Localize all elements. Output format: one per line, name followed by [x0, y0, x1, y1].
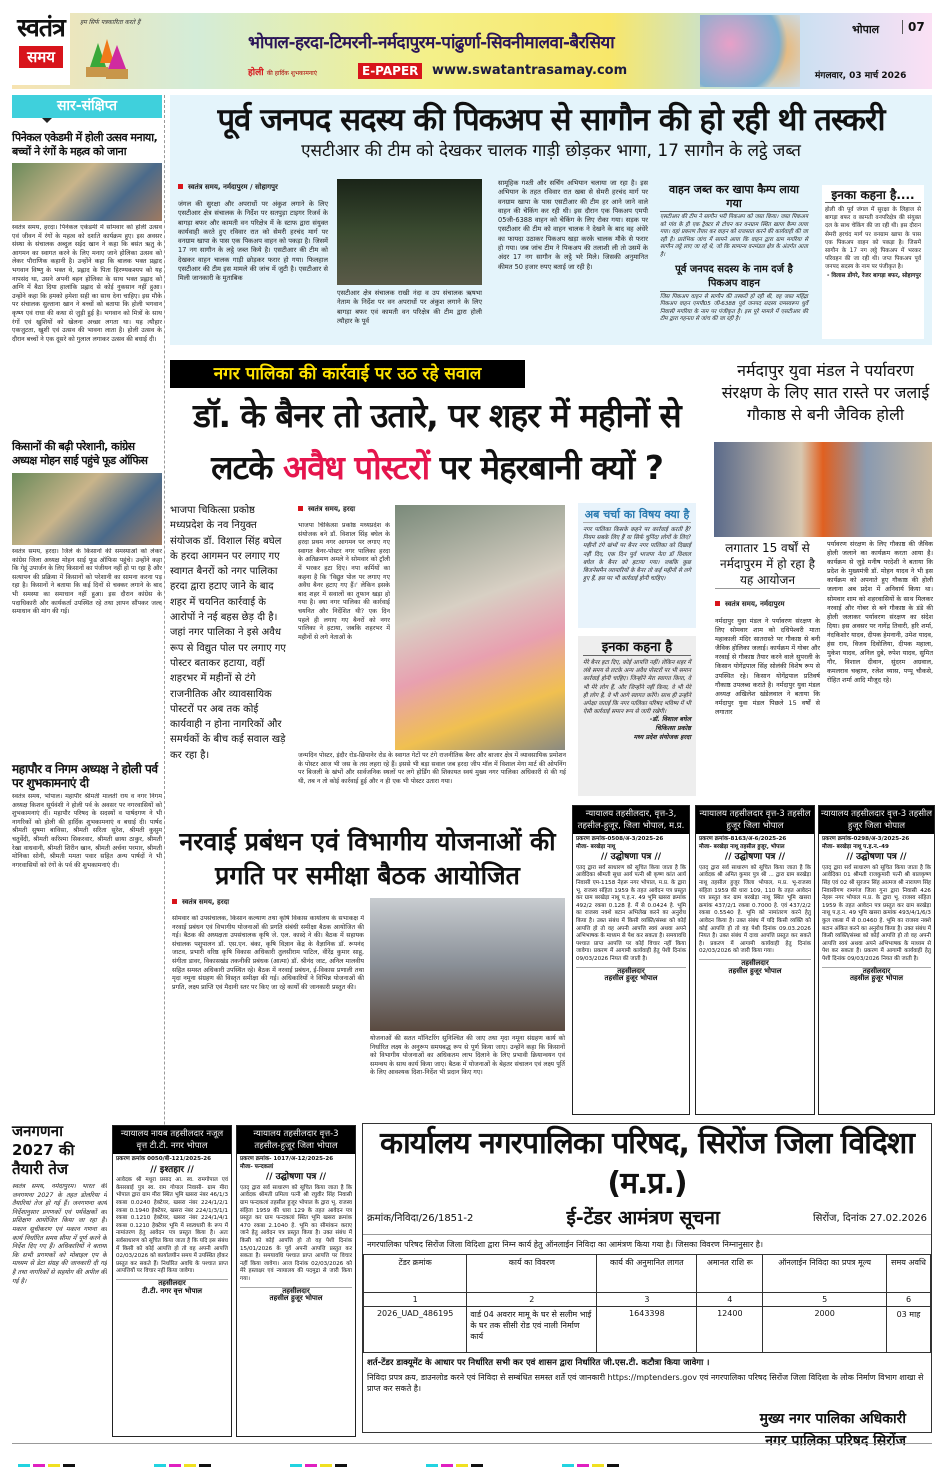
- meeting-photo: [370, 898, 565, 1031]
- census-story: [12, 1122, 107, 1453]
- color-mark: [63, 1464, 75, 1467]
- legal-notice: न्यायालय तहसीलदार वृत्त-3 तहसील हुजूर जिला भोपाल प्रकरण क्रमांक-8163/अ-6/2025-26 मौजा- बरखेड़ा नाथू तहसील हुजूर, भोपाल // उद्घोषणा पत्र // एतद् द्वारा सर्व साधारण को सूचित किया जाता है कि आवेदक श्री अमित कुमार पुत्र श्री ... द्वारा ग्राम बरखेड़ा नाथू तहसील हुजूर जिला भोपाल, म.प्र. भू-राजस्व संहिता 1959 की धारा 109, 110 के तहत आवेदन पत्र प्रस्तुत कर ग्राम बरखेड़ा नाथू स्थित भूमि खसरा क्रमांक 437/2/1 रकबा 0.7000 हे. एवं 437/2/2 रकबा 0.5540 हे. भूमि को नामांतरण करने हेतु आवेदन किया है। उक्त संबंध में यदि किसी व्यक्ति को कोई आपत्ति हो तो वह पेशी दिनांक 09.03.2026 नियत है। उक्त संबंध में दावा आपत्ति प्रस्तुत कर सकते है। प्रकरण में आगामी कार्यवाही हेतु दिनांक 02/03/2026 को जारी किया गया। तहसीलदार तहसील हुजूर भोपाल: [695, 805, 815, 1115]
- story-headline: पिनेकल एकेडमी में होली उत्सव मनाया, बच्चों ने रंगों के महत्व को जाना: [12, 131, 158, 158]
- color-mark: [320, 1464, 332, 1467]
- quote-box: [578, 636, 696, 796]
- print-registration-marks: [18, 1452, 938, 1457]
- tender-table: टेंडर क्रमांक कार्य का विवरण कार्य की अनुमानित लागत अमानत राशि रू ऑनलाईन निविदा का प्रपत्र मूल्य समय अवधि 1 2 3 4 5 6 2026_UAD_486195 वार्ड 04 अवरार मामू के घर से सलीम भाई के घर तक सीसी रोड एवं नाली निर्माण कार्य 1643398 12400 2000 03 माह: [363, 1254, 931, 1353]
- notice-title: न्यायालय नायब तहसीलदार नजूल वृत्त टी.टी. नगर भोपाल: [113, 1126, 231, 1154]
- story-headline: महापौर व निगम अध्यक्ष ने होली पर्व पर शुभकामनाएं दी: [12, 762, 158, 790]
- holi-bonfire-photo: [714, 442, 932, 537]
- table-header: कार्य का विवरण: [467, 1255, 597, 1293]
- tender-office: कार्यालय नगरपालिका परिषद, सिरोंज जिला विदिशा (म.प्र.): [379, 1126, 915, 1201]
- color-mark: [305, 1464, 317, 1467]
- top-story: [170, 95, 932, 345]
- box-body: नगर पालिका किसके कहने पर कार्रवाई करती है? नियम सबके लिए हैं या सिर्फ चुनिंदा लोगों के लिए? महीनों टंगे खंभों पर बैनर नगर पालिका को दिखाई नहीं दिए, एक दिन पूर्व भाजपा नेता डॉ विशाल बघेल के बैनर को हटाया गया। जबकि कुछ बिजनेसमैन व्यापारियों के बैनर तो कई महीनों से लगे हुए हैं, इस पर भी कार्रवाई होनी चाहिए।: [583, 527, 691, 583]
- top-subheadline: एसटीआर की टीम को देखकर चालक गाड़ी छोड़कर भागा, 17 सागौन के लट्ठे जब्त: [301, 141, 801, 161]
- byline: स्वतंत्र समय, नर्मदापुरम / सोहागपुर: [178, 183, 328, 192]
- holi-wish: होली की हार्दिक शुभकामनाएं: [248, 68, 318, 78]
- tender-info: निविदा प्रपत्र क्रय, डाउनलोड करने एवं निविदा से सम्बंधित समस्त शर्ते एवं जानकारी https://mptenders.gov एवं नगरपालिका परिषद सिरोंज जिला विदिशा के लोक निर्माण विभाग शाखा से प्राप्त कर सकते है।: [367, 1373, 924, 1393]
- story-body: स्वतंत्र समय, भोपाल। महापौर श्रीमती मालती राय व नगर निगम अध्यक्ष किशन सूर्यवंशी ने होली पर्व के अवसर पर नगरवासियों को शुभकामनाएं दीं। महापौर परिषद के सदस्यों व पार्षदगण ने भी नागरिकों को होली की हार्दिक शुभकामनाएं व बधाई दी। पार्षद श्रीमती सुषमा बाविसा, श्रीमती सरिता सुरेश, श्रीमती कुसुम चतुर्वेदी, श्रीमती करिश्मा सिकरवार, श्रीमती छाया ठाकुर, श्रीमती रेखा वाधवानी, श्रीमती शिरीन खान, श्रीमती अर्चना परमार, श्रीमती मोनिका सोनी, श्रीमती ममता पवार सहित अन्य पार्षदों ने भी नगरवासियों को रंगों के पर्व की शुभकामनाएं दी।: [12, 793, 162, 869]
- right-subheadline: लगातार 15 वर्षों से नर्मदापुरम में हो रहा है यह आयोजन: [715, 540, 820, 589]
- gulal-cones-icon: [80, 35, 130, 83]
- color-mark: [199, 1464, 211, 1467]
- color-mark: [456, 1464, 468, 1467]
- photo-caption: एसटीआर क्षेत्र संचालक राखी नंदा व उप संचालक ऋषभा नेताम के निर्देश पर वन अपराधों पर अंकुश लगाने के लिए बागड़ा बफर एवं कामती वन परिक्षेत्र की टीम द्वारा होली त्यौहार के पूर्व: [337, 289, 482, 325]
- story-body: सोमवार को उपसंचालक, किसान कल्याण तथा कृषि विकास कार्यालय के सभाकक्ष में नरवाई प्रबंधन एवं विभागीय योजनाओं की प्रगति संबंधी समीक्षा बैठक आयोजित की गई। बैठक की अध्यक्षता उपसंचालक कृषि जे. एल. कास्दे ने की। बैठक में सहायक संचालक पशुपालन डॉ. एस.एन. बंका, कृषि विज्ञान केंद्र के वैज्ञानिक डॉ. रूपनंद जाटव, प्रभारी वरिष्ठ कृषि विकास अधिकारी तुलसीराम पाटिल, वीरेंद्र कुमार साहू, संगीता डावर, विकासखंड तकनीकी प्रबंधक (आत्मा) डॉ. श्रीनंद जाट, अनिल मालवीय सहित समस्त अधिकारी उपस्थित रहे। बैठक में नरवाई प्रबंधन, ई-विकास प्रणाली तथा मृदा नमूना संग्रहण की विस्तृत समीक्षा की गई। अधिकारियों ने विभिन्न योजनाओं की प्रगति, लक्ष्य प्राप्ति एवं मैदानी स्तर पर किए जा रहे कार्यों की जानकारी प्रस्तुत की।: [172, 915, 364, 991]
- table-header: अमानत राशि रू: [697, 1255, 763, 1293]
- story-body: जंगल की सुरक्षा और अपराधों पर अंकुश लगाने के लिए एसटीआर क्षेत्र संचालक के निर्देश पर सतपुड़ा टाइगर रिजर्व के बागड़ा बफर और कामती वन परिक्षेत्र में के स्टाफ द्वारा संयुक्त कार्यवाही करते हुए रविवार रात को सेमरी हरचंद मार्ग पर वनग्राम खापा के पास एक पिकअप वाहन को पकड़ा है। जिसमें 17 नग सागौन के लट्ठे जब्त किये है। एसटीआर की टीम को देखकर वाहन चालक गाड़ी छोड़कर फरार हो गया। फिलहाल एसटीआर की टीम इस मामले की जांच में जुटी है। एसटीआर से मिली जानकारी के मुताबिक: [178, 200, 328, 283]
- quote-headline: इनका कहना है....: [825, 188, 921, 203]
- pointer-icon: [42, 118, 52, 123]
- page-bottom-rule: [12, 1443, 932, 1444]
- color-mark: [592, 1464, 604, 1467]
- discussion-box: [578, 503, 696, 628]
- color-mark: [471, 1464, 483, 1467]
- edition-cities: भोपाल-हरदा-टिमरनी-नर्मदापुरम-पांढुर्णा-सिवनीमालवा-बैरसिया: [248, 33, 615, 53]
- notice-title: न्यायालय तहसीलदार, वृत्त-3, तहसील-हुजूर, जिला भोपाल, म.प्र.: [573, 806, 689, 834]
- tender-date: सिरोंज, दिनांक 27.02.2026: [813, 1213, 927, 1224]
- table-header: समय अवधि: [887, 1255, 931, 1293]
- table-row: 2026_UAD_486195 वार्ड 04 अवरार मामू के घर से सलीम भाई के घर तक सीसी रोड एवं नाली निर्माण कार्य 1643398 12400 2000 03 माह: [364, 1307, 931, 1353]
- quote-body: होली की पूर्व जंगल में सुरक्षा के लिहाज से बागड़ा बफर व कामती वनपरिक्षेत्र की संयुक्त दल के साथ चेकिंग की जा रही थी। इस दौरान सेमरी हरचंद मार्ग पर वनग्राम खापा के पास एक पिकअप वाहन को पकड़ा है। जिसमें सागौन के 17 नग लट्ठे पिकअप में भरकर परिवहन की जा रही थी। जप्त पिकअप पूर्व जनपद सदस्य के नाम पर पंजीकृत है।: [825, 207, 921, 271]
- color-mark-group: [290, 1452, 390, 1471]
- story-body: नर्मदापुर युवा मंडल ने पर्यावरण संरक्षण के लिए सोमवार शाम को दधिपेश्वरी माता महाकाली मंदिर सातरास्ते पर गौकाष्ठ से बनी जैविक होलिका जलाई। कार्यक्रम में गोबर और नरवाई से गौकाष्ठ तैयार करने वाले सुपरली के किसान योगेंद्रपाल सिंह सोलंकी विशेष रूप से उपस्थित रहे। किसान योगेंद्रपाल प्रतिवर्ष गौकाष्ठ उपलब्ध कराते है। नर्मदापुर युवा मंडल अध्यक्ष अखिलेश खंडेलवाल ने बताया कि नर्मदापुर युवा मंडल पिछले 15 वर्षों से लगातार: [715, 617, 820, 716]
- notice-title: न्यायालय तहसीलदार वृत्त-3 तहसील हुजूर जिला भोपाल: [696, 806, 814, 834]
- quote-headline: इनका कहना है: [583, 641, 691, 656]
- left-column: [12, 95, 162, 1075]
- website-link[interactable]: www.swatantrasamay.com: [432, 63, 628, 78]
- tagline: हम सिर्फ पत्रकारिता करते हैं: [80, 19, 141, 26]
- right-headline: नर्मदापुर युवा मंडल ने पर्यावरण संरक्षण के लिए सात रास्ते पर जलाई गौकाष्ठ से बनी जैविक होली: [721, 361, 930, 424]
- tender-condition: शर्त-टेंडर डाक्यूमेंट के आधार पर निर्धारित सभी कर एवं शासन द्वारा निर्धारित जी.एस.टी. कटौत्रा किया जावेगा ।: [367, 1358, 710, 1368]
- signatory-office: नगर पालिका परिषद सिरोंज: [765, 1433, 906, 1449]
- story-headline: जनगणना 2027 की तैयारी तेज: [12, 1122, 75, 1178]
- table-header: ऑनलाईन निविदा का प्रपत्र मूल्य: [763, 1255, 887, 1293]
- forest-team-photo: [337, 179, 482, 285]
- legal-notice: न्यायालय तहसीलदार वृत्त-3 तहसील-हुजूर जिला भोपाल प्रकरण क्रमांक- 1017/अ-12/2025-26 मौजा- फन्दकलां // उद्घोषणा पत्र // एतद् द्वारा सर्व साधारण को सूचित किया जाता है कि आवेदक श्रीमती प्रमिला पत्नी श्री रघुवीर सिंह निवासी ग्राम फन्दकलां तहसील हुजूर भोपाल के द्वारा भू. राजस्व संहिता 1959 की धारा 129 के तहत आवेदन पत्र प्रस्तुत कर ग्राम फन्दकलां स्थित भूमि खसरा क्रमांक 470 रकबा 2.1040 हे. भूमि का सीमांकन कराए जाने हेतु आवेदन पत्र प्रस्तुत किया है। उक्त संबंध में किसी को कोई आपत्ति हो तो वह पेशी दिनांक 15/01/2026 के पूर्व अपनी आपत्ति प्रस्तुत कर सकता है। समयावधि पश्चात प्राप्त आपत्ति पर विचार नहीं किया जावेगा। आज दिनांक 02/03/2026 को मेरे हस्ताक्षर एवं न्यायालय की पदमुद्रा से जारी किया गया। तहसीलदार तहसील हुजूर भोपाल: [236, 1125, 356, 1437]
- quote-attribution: चिकित्सा प्रकोष्ठ: [655, 725, 691, 733]
- lead-text: भाजपा चिकित्सा प्रकोष्ठ मध्यप्रदेश के नव नियुक्त संयोजक डॉ. विशाल सिंह बघेल के हरदा आगमन पर लगाए गए स्वागत बैनरों को नगर पालिका हरदा द्वारा हटाए जाने के बाद शहर में चयनित कार्रवाई के आरोपों ने नई बहस छेड़ दी है। जहां नगर पालिका ने इसे अवैध रूप से विद्युत पोल पर लगाए गए पोस्टर बताकर हटाया, वहीं शहरभर में महीनों से टंगे राजनीतिक और व्यावसायिक पोस्टरों पर अब तक कोई कार्यवाही न होना नागरिकों और समर्थकों के बीच कई सवाल खड़े कर रहा है।: [170, 505, 286, 761]
- story-body: पर्यावरण संरक्षण के लिए गौकाष्ठ की जैविक होली जलाने का कार्यक्रम करता आया है। कार्यक्रम से जुड़े मनीष परदेशी ने बताया कि प्रदेश के मुख्यमंत्री डॉ. मोहन यादव ने भी इस कार्यक्रम को अपनाते हुए गौकाष्ठ की होली जलाना अब प्रदेश में अनिवार्य किया था। सोमवार शाम को शहरवासियों के साथ मिलकर नरवाई और गोबर से बने गौकाष्ठ के डंडे की होली जलाकर पर्यावरण संरक्षण का संदेश दिया। इस अवसर पर नागेंद्र तिवारी, हरि शर्मा, नंदकिशोर यादव, दीपक हेमनानी, उमेश यादव, हंस राय, विजय दिवोलिया, दीपक महाला, मुकेश यादव, अनिल दुबे, रुपेश यादव, सुमित गौर, विशाल दीवान, सुंदरम अग्रवाल, कमलराव चव्हाण, रजेश व्यास, पप्पू चौकसे, रोहित शर्मा आदि मौजूद रहे।: [827, 540, 933, 685]
- holi-kids-photo: [700, 15, 800, 87]
- epaper-badge: E-PAPER: [358, 63, 422, 79]
- color-mark: [169, 1464, 181, 1467]
- story-photo: [12, 473, 162, 545]
- story-body: सामूहिक गश्ती और सर्चिंग अभियान चलाया जा रहा है। इस अभियान के तहत रविवार रात खबा से सेमरी हरचंद मार्ग पर वनग्राम खापा के पास एसटीआर की टीम हर आने जाने वाले वाहन की चेकिंग कर रही थी। इस दौरान एक पिकअप एमपी 05जी-6388 वाहन को चेकिंग के लिए रोका गया। सड़क पर एसटीआर की टीम को वाहन चालक ने देखने के बाद वह अंधेरे का फायदा उठाकर पिकअप खड़ा करके चालक मौके से फरार हो गया। जब जांच टीम ने पिकअप की तलाशी ली तो उसमें के अंदर 17 नग सागौन के लट्ठे भरे मिले। जिसकी अनुमानित कीमत 50 हजार रुपए बताई जा रही है।: [498, 179, 648, 271]
- story-body: स्वतंत्र समय, हरदा। पिनेकल एकेडमी में सोमवार को होली उत्सव एवं जीवन में रंगों के महत्व को दर्शाते कार्यक्रम हुए। इस अवसर संस्था के संचालक अब्दुल सईद खान ने कहा कि बसंत ऋतु के आगमन का स्वागत करने के लिए मनाए जाने होलिका उत्सव को लेकर पौराणिक कहानी है। उन्होंने कहा कि बालक भक्त प्रह्लाद भगवान विष्णु के भक्त थे, प्रह्लाद के पिता हिरण्यकश्यप को यह नापसंद था, उसने अपनी बहन होलिका के साथ भक्त प्रह्लाद को अग्नि में बैठा दिया हालांकि प्रह्लाद से कोई नुकसान नहीं हुआ। उन्होंने कहा कि हमको हमेशा सही का साथ देना चाहिए। इस मौके पर संचालक सुल्ताना खान ने बच्चों को बताया कि होली भगवान कृष्ण एवं राधा की कथा से जुड़ी हुई है। भगवान को मित्रों के साथ रंगों एवं खुशियों को खेलना अच्छा लगता था। यह त्यौहार एकजुटता, खुशी एवं उत्सव की भावना लाता है। होली उत्सव के दौरान बच्चों ने एक दूसरे को गुलाल लगाकर उत्सव की बधाई दी।: [12, 224, 162, 343]
- color-mark: [577, 1464, 589, 1467]
- box-headline: पूर्व जनपद सदस्य के नाम दर्ज है पिकअप वाहन: [660, 263, 808, 292]
- color-mark-group: [154, 1452, 254, 1471]
- color-mark: [290, 1464, 302, 1467]
- color-mark-group: [426, 1452, 526, 1471]
- tender-title: ई-टेंडर आमंत्रण सूचना: [566, 1207, 720, 1229]
- newspaper-logo: स्वतंत्र समय: [12, 13, 70, 85]
- quote-attribution: -डॉ. विशाल बघेल: [649, 716, 691, 724]
- box-body: एसटीआर की टीम ने सागौन भरी पिकअप को जब्त किया। जब्त पिकअप को गांव के ही एक ट्रैक्टर से टोचन कर वनग्राम स्थित खापा कैम्प लाया गया। वहां प्रकरण तैयार कर वाहन को राजसात करने की कार्यवाही की जा रही है। प्रारंभिक जांच में सामने आया कि वाहन द्वारा ग्राम मगरिया से सागौन लट्ठे लाए जा रहे थे, जो कि सामान्य वनमंडल क्षेत्र के अंतर्गत आता है।: [660, 214, 808, 258]
- color-mark: [48, 1464, 60, 1467]
- story-body: जन्मदिन पोस्टर, इंदौर रोड-छिपानेर रोड के स्वागत गेटों पर टंगे राजनीतिक बैनर और बाजार क्षेत्र में व्यावसायिक प्रमोशन के पोस्टर आज भी जस के तस लहरा रहे हैं। इससे भी बड़ा सवाल जब हरदा जीप मॉल में विशाल मेगा मार्ट की ओपनिंग पर बिजली के खंभों और सार्वजनिक स्थलों पर लगे होर्डिंग की शिकायत स्वयं मुख्य नगर पालिका अधिकारी से की गई थी, तब न तो कोई कार्रवाई हुई और न ही एक भी पोस्टर उतारा गया।: [298, 752, 566, 785]
- story-body: स्वतंत्र समय, नर्मदापुरम। भारत की जनगणना 2027 के तहत डोलरिया में तैयारियां तेज हो गई हैं। जनगणना कार्य निर्देशानुसार प्रगणकों एवं पर्यवेक्षकों का प्रशिक्षण आयोजित किया जा रहा है। मकान सूचीकरण एवं मकान गणना का कार्य निर्धारित समय सीमा में पूर्ण करने के निर्देश दिए गए हैं। अधिकारियों ने बताया कि सभी प्रगणकों को मोबाइल एप के माध्यम से डेटा संग्रह की जानकारी दी गई है तथा नागरिकों से सहयोग की अपील की गई है।: [12, 1183, 107, 1285]
- table-header: टेंडर क्रमांक: [364, 1255, 467, 1293]
- color-mark: [426, 1464, 438, 1467]
- table-header: कार्य की अनुमानित लागत: [597, 1255, 697, 1293]
- notice-title: न्यायालय तहसीलदार वृत्त-3 तहसील हुजूर जिला भोपाल: [819, 806, 934, 834]
- box-headline: अब चर्चा का विषय क्या है: [584, 508, 690, 521]
- color-mark: [184, 1464, 196, 1467]
- tender-ref: क्रमांक/निविदा/26/1851-2: [367, 1213, 474, 1224]
- byline: स्वतंत्र समय, हरदा: [172, 898, 364, 907]
- color-mark: [562, 1464, 574, 1467]
- page-number: 07: [902, 20, 925, 34]
- meeting-headline: नरवाई प्रबंधन एवं विभागीय योजनाओं की प्रगति पर समीक्षा बैठक आयोजित: [179, 827, 556, 890]
- signatory-title: मुख्य नगर पालिका अधिकारी: [759, 1411, 906, 1427]
- story-body: स्वतंत्र समय, हरदा। जिले के किसानों की समस्याओं को लेकर कांग्रेस जिला अध्यक्ष मोहन साई फूड ऑफिस पहुंचे। उन्होंने कहा कि गेहूं उपार्जन के लिए किसानों का पंजीयन नहीं हो पा रहा है और सत्यापन की प्रक्रिया में किसानों को परेशानी का सामना करना पड़ रहा है। किसानों ने बताया कि कई दिनों से चक्कर लगाने के बाद भी समस्या का समाधान नहीं हुआ। इस दौरान कांग्रेस के पदाधिकारी और कार्यकर्ता उपस्थित रहे तथा ज्ञापन सौंपकर जल्द समाधान की मांग की गई।: [12, 548, 162, 616]
- edition-name: भोपाल: [852, 23, 880, 36]
- box-headline: वाहन जब्त कर खापा कैम्प लाया गया: [660, 183, 808, 212]
- issue-date: मंगलवार, 03 मार्च 2026: [815, 71, 907, 81]
- color-mark-group: [18, 1452, 118, 1471]
- removed-banners-photo: [395, 505, 565, 750]
- story-photo: [12, 163, 162, 221]
- quote-attribution: मध्य प्रदेश संयोजक हरदा: [633, 733, 691, 741]
- main-headline: डॉ. के बैनर तो उतारे, पर शहर में महीनों से लटके अवैध पोस्टरों पर मेहरबानी क्यों ?: [193, 396, 681, 487]
- box-body: जिस पिकअप वाहन से सागौन की तस्करी हो रही थी, वह जब्त महिंद्रा पिकअप वाहन एमपी05 जी-6388 पूर्व जनपद सदस्य रामस्वरूप धुर्वे निवासी मगरिया के नाम पर पंजीकृत है। इस पूरे मामले में एसटीआर की टीम द्वारा गहनता से जांच की जा रही है।: [660, 293, 808, 323]
- notice-title: न्यायालय तहसीलदार वृत्त-3 तहसील-हुजूर जिला भोपाल: [237, 1126, 355, 1154]
- legal-notice: न्यायालय नायब तहसीलदार नजूल वृत्त टी.टी. नगर भोपाल प्रकरण क्रमांक 0050/बी-121/2025-26 // इश्तहार // आवेदक श्री मधुरा प्रसाद आ. स्व. रामगोपाल एवं केसरबाई पुत्र स्व. राम गोपाल निवासी- ग्राम मीरा भोपाल द्वारा ग्राम मीरा स्थित भूमि खसरा नंबर 46/1/3 रकबा 0.0240 हेक्टेयर, खसरा नंबर 224/1/2/1 रकबा 0.1940 हेक्टेयर, खसरा नंबर 224/1/3/1/1 रकबा 0.1210 हेक्टेयर, खसरा नंबर 224/1/4/1 रकबा 0.1210 हेक्टेयर भूमि में स्वत्वधारी के रूप में नामांतरण हेतु आवेदन पत्र प्रस्तुत किया है। अतः सर्वसाधारण को सूचित किया जाता है कि यदि इस संबंध में किसी को कोई आपत्ति हो तो वह अपनी आपत्ति 02/03/2026 को कार्यालयीन समय में उपस्थित होकर प्रस्तुत कर सकते हैं। निर्धारित अवधि के पश्चात प्राप्त आपत्तियों पर विचार नहीं किया जावेगा। तहसीलदार टी.टी. नगर वृत्त भोपाल: [112, 1125, 232, 1437]
- tender-intro: नगरपालिका परिषद सिरोंज जिला विदिशा द्वारा निम्न कार्य हेतु ऑनलाईन निविदा का आमंत्रण किया गया है। जिसका विवरण निम्नानुसार है।: [363, 1234, 931, 1254]
- color-mark-group: [562, 1452, 662, 1471]
- quote-attribution: - विलास डोंगरे, रेंजर बागड़ा बफर, सोहागपुर: [826, 272, 921, 279]
- legal-notice: न्यायालय तहसीलदार, वृत्त-3, तहसील-हुजूर, जिला भोपाल, म.प्र. प्रकरण क्रमांक-0508/अ-3/2025-26 मौजा- बरखेड़ा नाथू // उद्घोषणा पत्र // एतद् द्वारा सर्व साधारण को सूचित किया जाता है कि आवेदिका श्रीमती सुधा आर्य पत्नी श्री कृष्ण कांत आर्य निवासी एम-1158 नेहरू नगर भोपाल, म.प्र. के द्वारा भू. राजस्व संहिता 1959 के तहत आवेदन पत्र प्रस्तुत कर ग्राम बरखेड़ा नाथू प.ह.न. 49 भूमि खसरा क्रमांक 492/2 रकबा 0.128 हे. में से 0.0424 हे. भूमि का राजस्व नक्शे बटान अभिलेख करने का अनुरोध किया है। उक्त संबंध में किसी व्यक्ति/संस्था को कोई आपत्ति हो तो वह अपनी आपत्ति स्वयं अथवा अपने अभिभाषक के माध्यम से पेश कर सकता है। समयावधि पश्चात प्राप्त आपत्ति पर कोई विचार नहीं किया जावेगा। प्रकरण में आगामी कार्यवाही हेतु पेशी दिनांक 09/03/2026 नियत की जाती है। तहसीलदार तहसील हुजूर भोपाल: [572, 805, 690, 1115]
- section-header: सार-संक्षिप्त: [12, 95, 162, 118]
- color-mark: [335, 1464, 347, 1467]
- byline: स्वतंत्र समय, नर्मदापुरम: [715, 600, 820, 609]
- story-body: योजनाओं की सतत मॉनिटरिंग सुनिश्चित की जाए तथा मृदा नमूना संग्रहण कार्य को निर्धारित लक्ष्य के अनुरूप समयबद्ध रूप से पूर्ण किया जाए। उन्होंने कहा कि किसानों को विभागीय योजनाओं का अधिकतम लाभ दिलाने के लिए प्रभावी क्रियान्वयन एवं समन्वय के साथ कार्य किया जाए। बैठक में योजनाओं के बेहतर संचालन एवं लक्ष्य पूर्ति के लिए आवश्यक दिशा-निर्देश भी प्रदान किए गए।: [370, 1035, 565, 1077]
- color-mark: [33, 1464, 45, 1467]
- color-mark: [441, 1464, 453, 1467]
- kicker-banner: नगर पालिका की कार्रवाई पर उठ रहे सवाल: [170, 360, 525, 388]
- top-headline: पूर्व जनपद सदस्य की पिकअप से सागौन की हो रही थी तस्करी: [217, 102, 885, 138]
- color-mark: [607, 1464, 619, 1467]
- e-tender-notice: [362, 1123, 932, 1449]
- story-body: भाजपा चिकित्सा प्रकोष्ठ मध्यप्रदेश के संयोजक बने डॉ. विशाल सिंह बघेल के हरदा प्रथम नगर आगमन पर लगाए गए स्वागत बैनर-पोस्टर नगर पालिका हरदा के अतिक्रमण अमले ने सोमवार को ट्रॉली में भरकर हटा दिए। नपा कर्मियों का कहना है कि 'विद्युत पोल पर लगाए गए अवैध बैनर हटाए गए हैं।' लेकिन इसके बाद शहर में सवालों का तूफान खड़ा हो गया है। क्या नगर पालिका की कार्रवाई चयनित और निर्देशित थी? एक दिन पहले ही लगाए गए बैनरों को नगर पालिका ने हटाया, जबकि शहरभर में महीनों से लगे नेताओं के: [298, 522, 390, 641]
- story-headline: किसानों की बढ़ी परेशानी, कांग्रेस अध्यक्ष मोहन साई पहुंचे फूड ऑफिस: [12, 440, 148, 467]
- color-mark: [154, 1464, 166, 1467]
- color-mark: [18, 1464, 30, 1467]
- quote-body: मेरे बैनर हटा दिए, कोई आपत्ति नहीं। लेकिन शहर में लंबे समय से लटके अन्य अवैध पोस्टरों पर भी समान कार्रवाई होनी चाहिए। जिन्होंने मेरा स्वागत किया, वे भी मेरे लोग हैं, और जिन्होंने नहीं किया, वे भी मेरे ही लोग हैं, वे भी आगे स्वागत करेंगे। साथ ही उन्होंने अपेक्षा जताई कि नगर पालिका परिषद भविष्य में भी ऐसी कार्रवाई समान रूप से जारी रखेगी।: [583, 660, 691, 716]
- byline: स्वतंत्र समय, हरदा: [298, 505, 390, 514]
- legal-notice: न्यायालय तहसीलदार वृत्त-3 तहसील हुजूर जिला भोपाल प्रकरण क्रमांक-0298/अ-3/2025-26 मौजा- बरखेड़ा नाथू प.ह.न.-49 // उद्घोषणा पत्र // एतद् द्वारा सर्व साधारण को सूचित किया जाता है कि आवेदिका 01 श्रीमती राजकुमारी पत्नी श्री बालकृष्ण सिंह एवं 02 श्री सुरजन सिंह आत्मज श्री नारायण सिंह निवासीगण रामगंज जिला गुना द्वारा निवासी 426 नेहरू नगर भोपाल म.प्र. के द्वारा भू. राजस्व संहिता 1959 के तहत आवेदन पत्र प्रस्तुत कर ग्राम बरखेड़ा नाथू प.ह.न. 49 भूमि खसरा क्रमांक 493/4/1/6/3 कुल रकबा में से 0.0460 हे. भूमि का राजस्व नक्शे बटान अंकित करने का अनुरोध किया है। उक्त संबंध में किसी व्यक्ति/संस्था को कोई आपत्ति हो तो वह अपनी आपत्ति स्वयं अथवा अपने अभिभाषक के माध्यम से पेश कर सकता है। प्रकरण में आगामी कार्यवाही हेतु पेशी दिनांक 09/03/2026 नियत की जाती है। तहसीलदार तहसील हुजूर भोपाल: [818, 805, 935, 1115]
